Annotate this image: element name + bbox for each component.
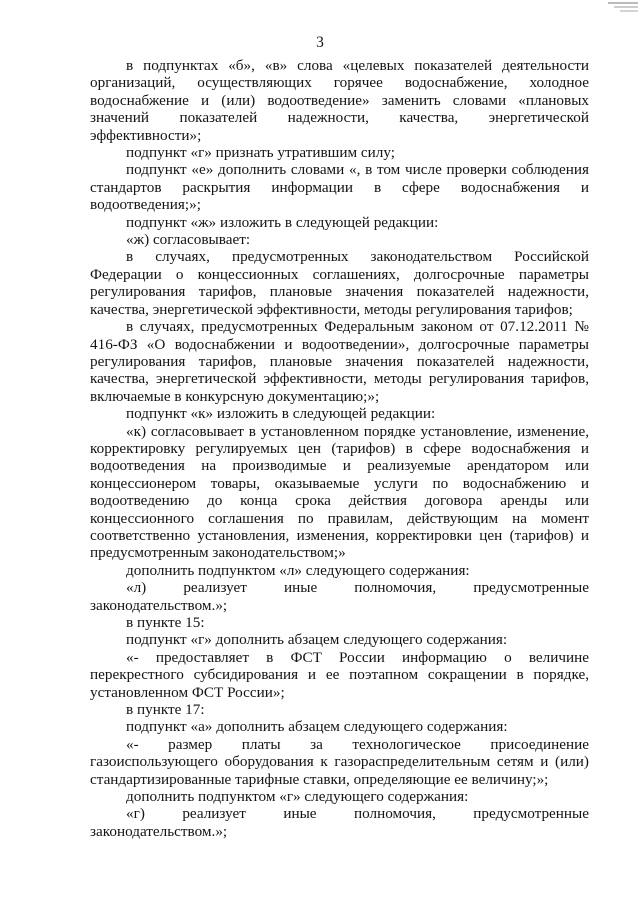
paragraph: подпункт «г» признать утратившим силу; [126,144,395,162]
paragraph: «- предоставляет в ФСТ России информацию о величине перекрестного субсидирования и ее поэтапном сокращении в порядке, установленном ФСТ России»; [90,648,589,701]
paragraph: «- размер платы за технологическое присоединение газоиспользующего оборудования к газораспределительным сетям и (или) стандартизированные тарифные ставки, определяющие ее величину;»; [90,735,589,788]
paragraph: «л) реализует иные полномочия, предусмотренные законодательством.»; [90,579,589,614]
page-number: 3 [316,34,324,51]
scan-corner-mark [606,0,640,16]
paragraph: подпункт «г» дополнить абзацем следующего содержания: [126,631,508,649]
paragraph: «ж) согласовывает: [126,231,251,249]
paragraph: в пункте 17: [126,701,205,719]
document-body [90,57,589,840]
paragraph: в случаях, предусмотренных Федеральным законом от 07.12.2011 № 416-ФЗ «О водоснабжении и водоотведении», долгосрочные параметры регулирования тарифов, плановые значения показателей надежности, качества, энергетической эффективности, методы регулирования тарифов, включаемые в конкурсную документацию;»; [90,318,589,405]
paragraph: дополнить подпунктом «г» следующего содержания: [126,788,469,806]
paragraph: подпункт «а» дополнить абзацем следующего содержания: [126,718,508,736]
paragraph: дополнить подпунктом «л» следующего содержания: [126,561,470,579]
paragraph: подпункт «е» дополнить словами «, в том числе проверки соблюдения стандартов раскрытия информации в сфере водоснабжения и водоотведения;»; [90,161,589,214]
paragraph: «г) реализует иные полномочия, предусмотренные законодательством.»; [90,805,589,840]
paragraph: «к) согласовывает в установленном порядке установление, изменение, корректировку регулируемых цен (тарифов) в сфере водоснабжения и водоотведения на производимые и реализуемые арендатором или концессионером товары, оказываемые услуги по водоснабжению и водоотведению до конца срока действия договора аренды или концессионного соглашения по правилам, действующим на момент соответственно установления, изменения, корректировки цен (тарифов) и предусмотренным законодательством;» [90,422,589,562]
paragraph: в случаях, предусмотренных законодательством Российской Федерации о концессионных соглашениях, долгосрочные параметры регулирования тарифов, плановые значения показателей надежности, качества, энергетической эффективности, методы регулирования тарифов; [90,248,589,318]
paragraph: подпункт «к» изложить в следующей редакции: [126,405,436,423]
paragraph: в подпунктах «б», «в» слова «целевых показателей деятельности организаций, осуществляющих горячее водоснабжение, холодное водоснабжение и (или) водоотведение» заменить словами «плановых значений показателей надежности, качества, энергетической эффективности»; [90,57,589,144]
paragraph: в пункте 15: [126,614,205,631]
paragraph: подпункт «ж» изложить в следующей редакции: [126,213,439,231]
